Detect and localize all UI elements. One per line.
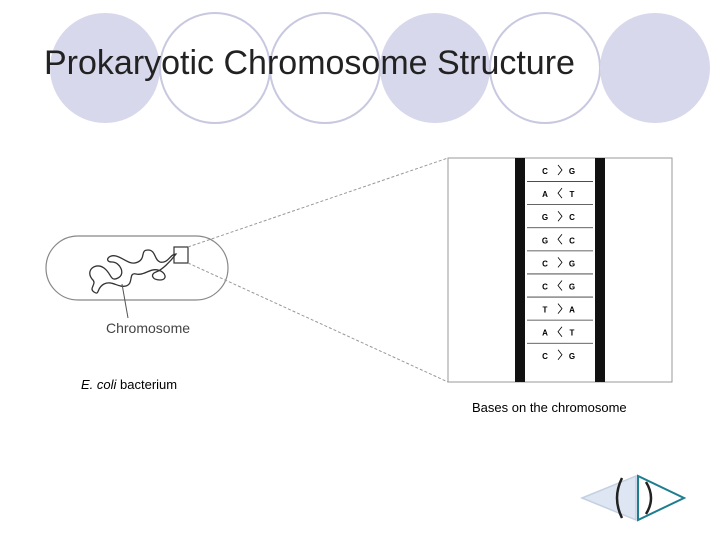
base-left: G [541,213,549,223]
base-left: A [542,328,548,338]
base-left: G [541,236,549,246]
base-right: T [569,190,575,200]
bacterium-label-rest: bacterium [116,377,178,392]
base-right: G [568,351,576,361]
projection-line-bottom [188,263,448,382]
base-left: C [542,282,548,292]
base-left: C [542,259,548,269]
base-left: C [542,351,548,361]
dna-backbone-right [595,158,605,382]
bacterium-label [81,377,177,392]
bacterium-outline [46,236,228,300]
projection-line-top [188,158,448,247]
base-left: T [542,305,548,315]
dna-backbone-left [515,158,525,382]
base-left: A [542,190,548,200]
base-right: T [569,328,575,338]
bacterium-label-italic: E. coli [81,377,117,392]
base-left: C [542,167,548,176]
base-right: C [569,236,575,246]
base-right: C [569,213,575,223]
bases-label: Bases on the chromosome [472,400,627,415]
base-right: G [568,259,576,269]
base-right: A [569,305,575,315]
slide-title: Prokaryotic Chromosome Structure [44,44,575,82]
base-right: G [568,282,576,292]
base-right: G [568,167,576,176]
bases-panel [448,158,672,382]
chromosome-label: Chromosome [106,320,191,336]
